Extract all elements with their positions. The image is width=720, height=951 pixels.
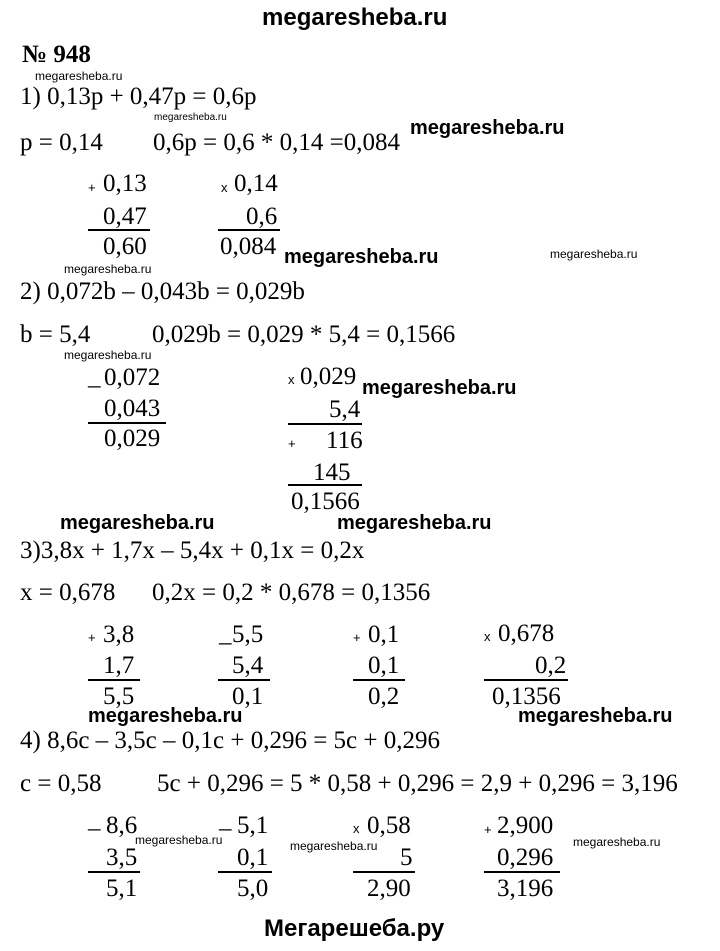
- watermark: megaresheba.ru: [154, 112, 227, 123]
- part2-evaluation: 0,029b = 0,029 * 5,4 = 0,1566: [152, 321, 456, 348]
- watermark: megaresheba.ru: [362, 377, 517, 399]
- site-header: megaresheba.ru: [262, 4, 448, 31]
- watermark: megaresheba.ru: [135, 833, 223, 847]
- part3-sub-term: 5,4: [232, 652, 264, 679]
- part4-mul-term: 0,58: [367, 812, 411, 839]
- plus-sign: +: [353, 630, 361, 645]
- watermark: megaresheba.ru: [284, 246, 439, 268]
- part3-sub-result: 0,1: [232, 683, 264, 710]
- part1-add-term: 0,13: [103, 170, 147, 197]
- part3-evaluation: 0,2x = 0,2 * 0,678 = 0,1356: [152, 579, 431, 606]
- part3-add2-term: 0,1: [368, 652, 400, 679]
- divider-line: [88, 422, 166, 424]
- part2-sub-term: 0,072: [104, 364, 161, 391]
- part3-equation: 3)3,8x + 1,7x – 5,4x + 0,1x = 0,2x: [20, 537, 365, 564]
- part1-mul-term: 0,6: [246, 203, 278, 230]
- watermark: megaresheba.ru: [518, 705, 673, 727]
- part4-add-term: 0,296: [497, 844, 554, 871]
- part3-mul-term: 0,2: [535, 652, 567, 679]
- times-sign: x: [221, 180, 228, 195]
- part1-add-term: 0,47: [103, 203, 147, 230]
- part3-mul-term: 0,678: [498, 620, 555, 647]
- part3-add1-term: 1,7: [103, 652, 135, 679]
- divider-line: [484, 679, 568, 681]
- minus-sign: _: [219, 620, 232, 647]
- part2-sub-term: 0,043: [104, 395, 161, 422]
- part3-add2-result: 0,2: [368, 683, 400, 710]
- watermark: megaresheba.ru: [550, 247, 638, 261]
- part4-add-result: 3,196: [497, 875, 554, 902]
- watermark: megaresheba.ru: [573, 835, 661, 849]
- part4-sub2-term: 0,1: [237, 844, 269, 871]
- minus-sign: _: [88, 363, 101, 390]
- minus-sign: –: [88, 815, 101, 842]
- plus-sign: +: [484, 822, 492, 837]
- part4-sub1-term: 8,6: [106, 812, 138, 839]
- divider-line: [218, 871, 272, 873]
- part4-value: c = 0,58: [20, 770, 102, 797]
- part2-partial-product: 145: [313, 459, 351, 486]
- divider-line: [353, 679, 405, 681]
- divider-line: [88, 871, 140, 873]
- part2-mul-term: 5,4: [329, 396, 361, 423]
- part4-evaluation: 5c + 0,296 = 5 * 0,58 + 0,296 = 2,9 + 0,296 = 3,196: [157, 770, 678, 797]
- part4-sub2-result: 5,0: [237, 875, 269, 902]
- watermark: megaresheba.ru: [35, 69, 123, 83]
- plus-sign: +: [88, 630, 96, 645]
- part3-add1-result: 5,5: [103, 683, 135, 710]
- part2-mul-term: 0,029: [300, 363, 357, 390]
- plus-sign: +: [288, 436, 296, 451]
- times-sign: x: [484, 629, 491, 644]
- watermark: megaresheba.ru: [290, 839, 378, 853]
- part2-mul-result: 0,1566: [291, 488, 360, 515]
- watermark: megaresheba.ru: [410, 117, 565, 139]
- minus-sign: –: [219, 815, 232, 842]
- divider-line: [88, 679, 140, 681]
- plus-sign: +: [88, 180, 96, 195]
- watermark: megaresheba.ru: [64, 262, 152, 276]
- part3-add2-term: 0,1: [368, 621, 400, 648]
- problem-number: № 948: [22, 41, 91, 68]
- divider-line: [288, 484, 362, 486]
- part2-equation: 2) 0,072b – 0,043b = 0,029b: [20, 278, 305, 305]
- part1-value: p = 0,14: [20, 129, 103, 156]
- part1-add-result: 0,60: [103, 233, 147, 260]
- part1-mul-result: 0,084: [220, 233, 277, 260]
- part4-add-term: 2,900: [497, 812, 554, 839]
- part4-mul-result: 2,90: [367, 875, 411, 902]
- part3-value: x = 0,678: [20, 579, 116, 606]
- divider-line: [218, 679, 270, 681]
- part4-equation: 4) 8,6c – 3,5c – 0,1c + 0,296 = 5c + 0,296: [20, 727, 441, 754]
- part2-sub-result: 0,029: [104, 425, 161, 452]
- part3-sub-term: 5,5: [232, 621, 264, 648]
- divider-line: [88, 229, 150, 231]
- site-footer: Мегарешеба.ру: [264, 915, 445, 942]
- part4-sub1-result: 5,1: [106, 875, 138, 902]
- part1-evaluation: 0,6p = 0,6 * 0,14 =0,084: [153, 129, 400, 156]
- divider-line: [353, 871, 415, 873]
- divider-line: [484, 871, 560, 873]
- part1-equation: 1) 0,13p + 0,47p = 0,6p: [20, 83, 257, 110]
- part4-mul-term: 5: [400, 844, 413, 871]
- part4-sub1-term: 3,5: [106, 844, 138, 871]
- times-sign: x: [353, 821, 360, 836]
- divider-line: [288, 423, 362, 425]
- watermark: megaresheba.ru: [60, 512, 215, 534]
- watermark: megaresheba.ru: [88, 705, 243, 727]
- part2-value: b = 5,4: [20, 321, 91, 348]
- part3-add1-term: 3,8: [103, 621, 135, 648]
- part2-partial-product: 116: [326, 427, 363, 454]
- divider-line: [218, 229, 280, 231]
- watermark: megaresheba.ru: [64, 348, 152, 362]
- part3-mul-result: 0,1356: [492, 683, 561, 710]
- times-sign: x: [288, 372, 295, 387]
- part4-sub2-term: 5,1: [237, 812, 269, 839]
- part1-mul-term: 0,14: [234, 170, 278, 197]
- watermark: megaresheba.ru: [337, 512, 492, 534]
